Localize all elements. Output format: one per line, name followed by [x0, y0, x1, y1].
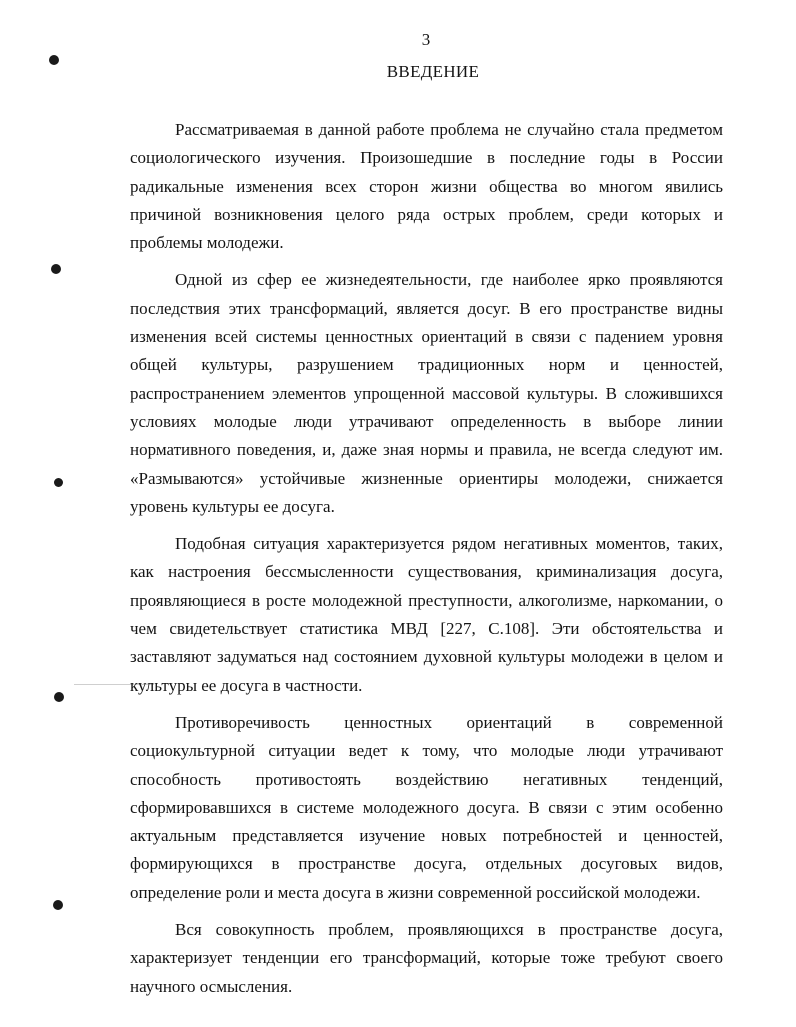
punch-hole-mark	[54, 478, 63, 487]
paragraph: Противоречивость ценностных ориентаций в современной социокультурной ситуации ведет к тому, что молодые люди утрачивают способность противостоять воздействию негативных тенденций, сформировавшихся в системе молодежного досуга. В связи с этим особенно актуальным представляется изучение новых потребностей и ценностей, формирующихся в пространстве досуга, отдельных досуговых видов, определение роли и места досуга в жизни современной российской молодежи.	[130, 712, 723, 902]
punch-hole-mark	[53, 900, 63, 910]
paragraph: Рассматриваемая в данной работе проблема не случайно стала предметом социологического изучения. Произошедшие в последние годы в России радикальные изменения всех сторон жизни общества во многом явились причиной возникновения целого ряда острых проблем, среди которых и проблемы молодежи.	[130, 120, 723, 253]
punch-hole-mark	[54, 692, 64, 702]
paragraph: Подобная ситуация характеризуется рядом негативных моментов, таких, как настроения бессмысленности существования, криминализация досуга, проявляющиеся в росте молодежной преступности, алкоголизме, наркомании, о чем свидетельствует статистика МВД [227, С.108]. Эти обстоятельства и заставляют задуматься над состоянием духовной культуры молодежи в целом и культуры ее досуга в частности.	[130, 534, 723, 695]
paragraph: Одной из сфер ее жизнедеятельности, где наиболее ярко проявляются последствия этих трансформаций, является досуг. В его пространстве видны изменения всей системы ценностных ориентаций в связи с падением уровня общей культуры, разрушением традиционных норм и ценностей, распространением элементов упрощенной массовой культуры. В сложившихся условиях молодые люди утрачивают определенность в выборе линии нормативного поведения, и, даже зная нормы и правила, не всегда следуют им. «Размываются» устойчивые жизненные ориентиры молодежи, снижается уровень культуры ее досуга.	[130, 270, 723, 516]
document-body	[130, 116, 723, 1010]
punch-hole-mark	[51, 264, 61, 274]
paragraph: Вся совокупность проблем, проявляющихся в пространстве досуга, характеризует тенденции его трансформаций, которые тоже требуют своего научного осмысления.	[130, 920, 723, 996]
page-number: 3	[421, 30, 431, 49]
section-heading: ВВЕДЕНИЕ	[386, 62, 480, 81]
